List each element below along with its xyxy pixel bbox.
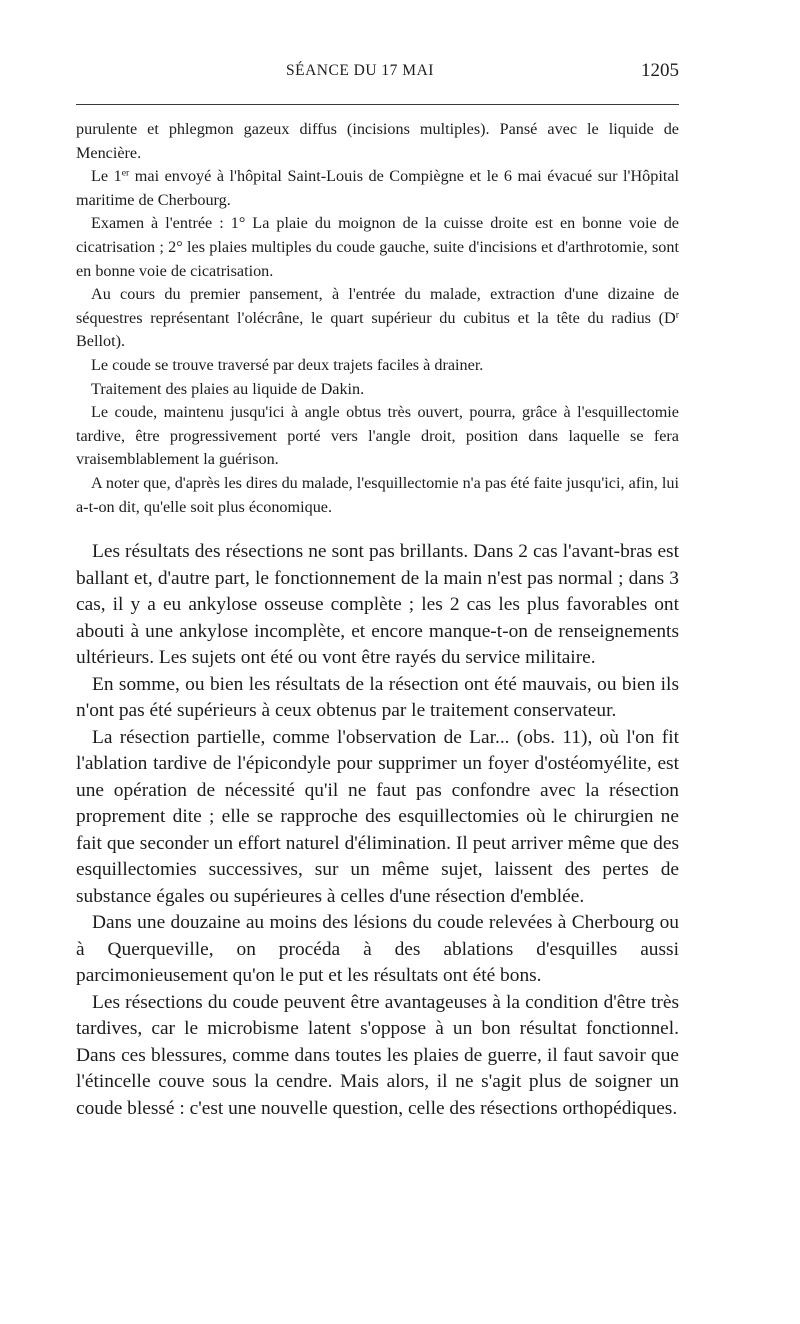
case-note-text: Bellot). xyxy=(76,332,126,351)
case-note-text: Le 1 xyxy=(91,167,122,186)
body-paragraph: En somme, ou bien les résultats de la résection ont été mauvais, ou bien ils n'ont pas été supérieurs à ceux obtenus par le traitement conservateur. xyxy=(76,673,679,721)
page-number: 1205 xyxy=(641,60,679,81)
case-note-paragraph: Traitement des plaies au liquide de Dakin. xyxy=(91,379,365,398)
case-note-paragraph: Le coude, maintenu jusqu'ici à angle obtus très ouvert, pourra, grâce à l'esquillectomie tardive, être progressivement porté vers l'angle droit, position dans laquelle se fera vraisemblablement la guérison. xyxy=(76,403,679,469)
body-paragraph: Les résections du coude peuvent être avantageuses à la condition d'être très tardives, car le microbisme latent s'oppose à un bon résultat fonctionnel. Dans ces blessures, comme dans toutes les plaies de guerre, il faut savoir que l'étincelle couve sous la cendre. Mais alors, il ne s'agit plus de soigner un coude blessé : c'est une nouvelle question, celle des résections orthopédiques. xyxy=(76,991,679,1119)
page-header xyxy=(76,62,679,86)
case-note-text: mai envoyé à l'hôpital Saint-Louis de Compiègne et le 6 mai évacué sur l'Hôpital maritime de Cherbourg. xyxy=(76,167,680,209)
case-notes xyxy=(76,118,679,519)
ordinal-superscript: er xyxy=(121,167,130,179)
case-note-paragraph: purulente et phlegmon gazeux diffus (incisions multiples). Pansé avec le liquide de Mencière. xyxy=(76,120,679,162)
running-title: SÉANCE DU 17 MAI xyxy=(286,62,434,79)
case-note-paragraph: A noter que, d'après les dires du malade, l'esquillectomie n'a pas été faite jusqu'ici, afin, lui a-t-on dit, qu'elle soit plus économique. xyxy=(76,473,679,516)
case-note-paragraph xyxy=(76,283,679,354)
case-note-paragraph xyxy=(76,165,679,212)
case-note-text: Au cours du premier pansement, à l'entrée du malade, extraction d'une dizaine de séquestres représentant l'olécrâne, le quart supérieur du cubitus et la tête du radius (D xyxy=(76,285,679,327)
body-paragraph: La résection partielle, comme l'observation de Lar... (obs. 11), où l'on fit l'ablation tardive de l'épicondyle pour supprimer un foyer d'ostéomyélite, est une opération de nécessité qu'il ne faut pas confondre avec la résection proprement dite ; elle se rapproche des esquillectomies où le chirurgien ne fait que seconder un effort naturel d'élimination. Il peut arriver même que des esquillectomies successives, sur un même sujet, laissent des pertes de substance égales ou supérieures à celles d'une résection d'emblée. xyxy=(76,726,679,907)
case-note-paragraph: Le coude se trouve traversé par deux trajets faciles à drainer. xyxy=(91,355,484,374)
discussion-text xyxy=(76,539,679,1122)
body-paragraph: Dans une douzaine au moins des lésions du coude relevées à Cherbourg ou à Querqueville, on procéda à des ablations d'esquilles aussi parcimonieusement qu'on le put et les résultats ont été bons. xyxy=(76,912,679,986)
header-rule xyxy=(76,104,679,105)
title-superscript: r xyxy=(675,309,679,321)
case-note-paragraph: Examen à l'entrée : 1° La plaie du moignon de la cuisse droite est en bonne voie de cicatrisation ; 2° les plaies multiples du coude gauche, suite d'incisions et d'arthrotomie, sont en bonne voie de cicatrisation. xyxy=(76,214,679,280)
body-paragraph: Les résultats des résections ne sont pas brillants. Dans 2 cas l'avant-bras est ballant et, d'autre part, le fonctionnement de la main n'est pas normal ; dans 3 cas, il y a eu ankylose osseuse complète ; les 2 cas les plus favorables ont abouti à une ankylose incomplète, et encore manque-t-on de renseignements ultérieurs. Les sujets ont été ou vont être rayés du service militaire. xyxy=(76,541,679,668)
